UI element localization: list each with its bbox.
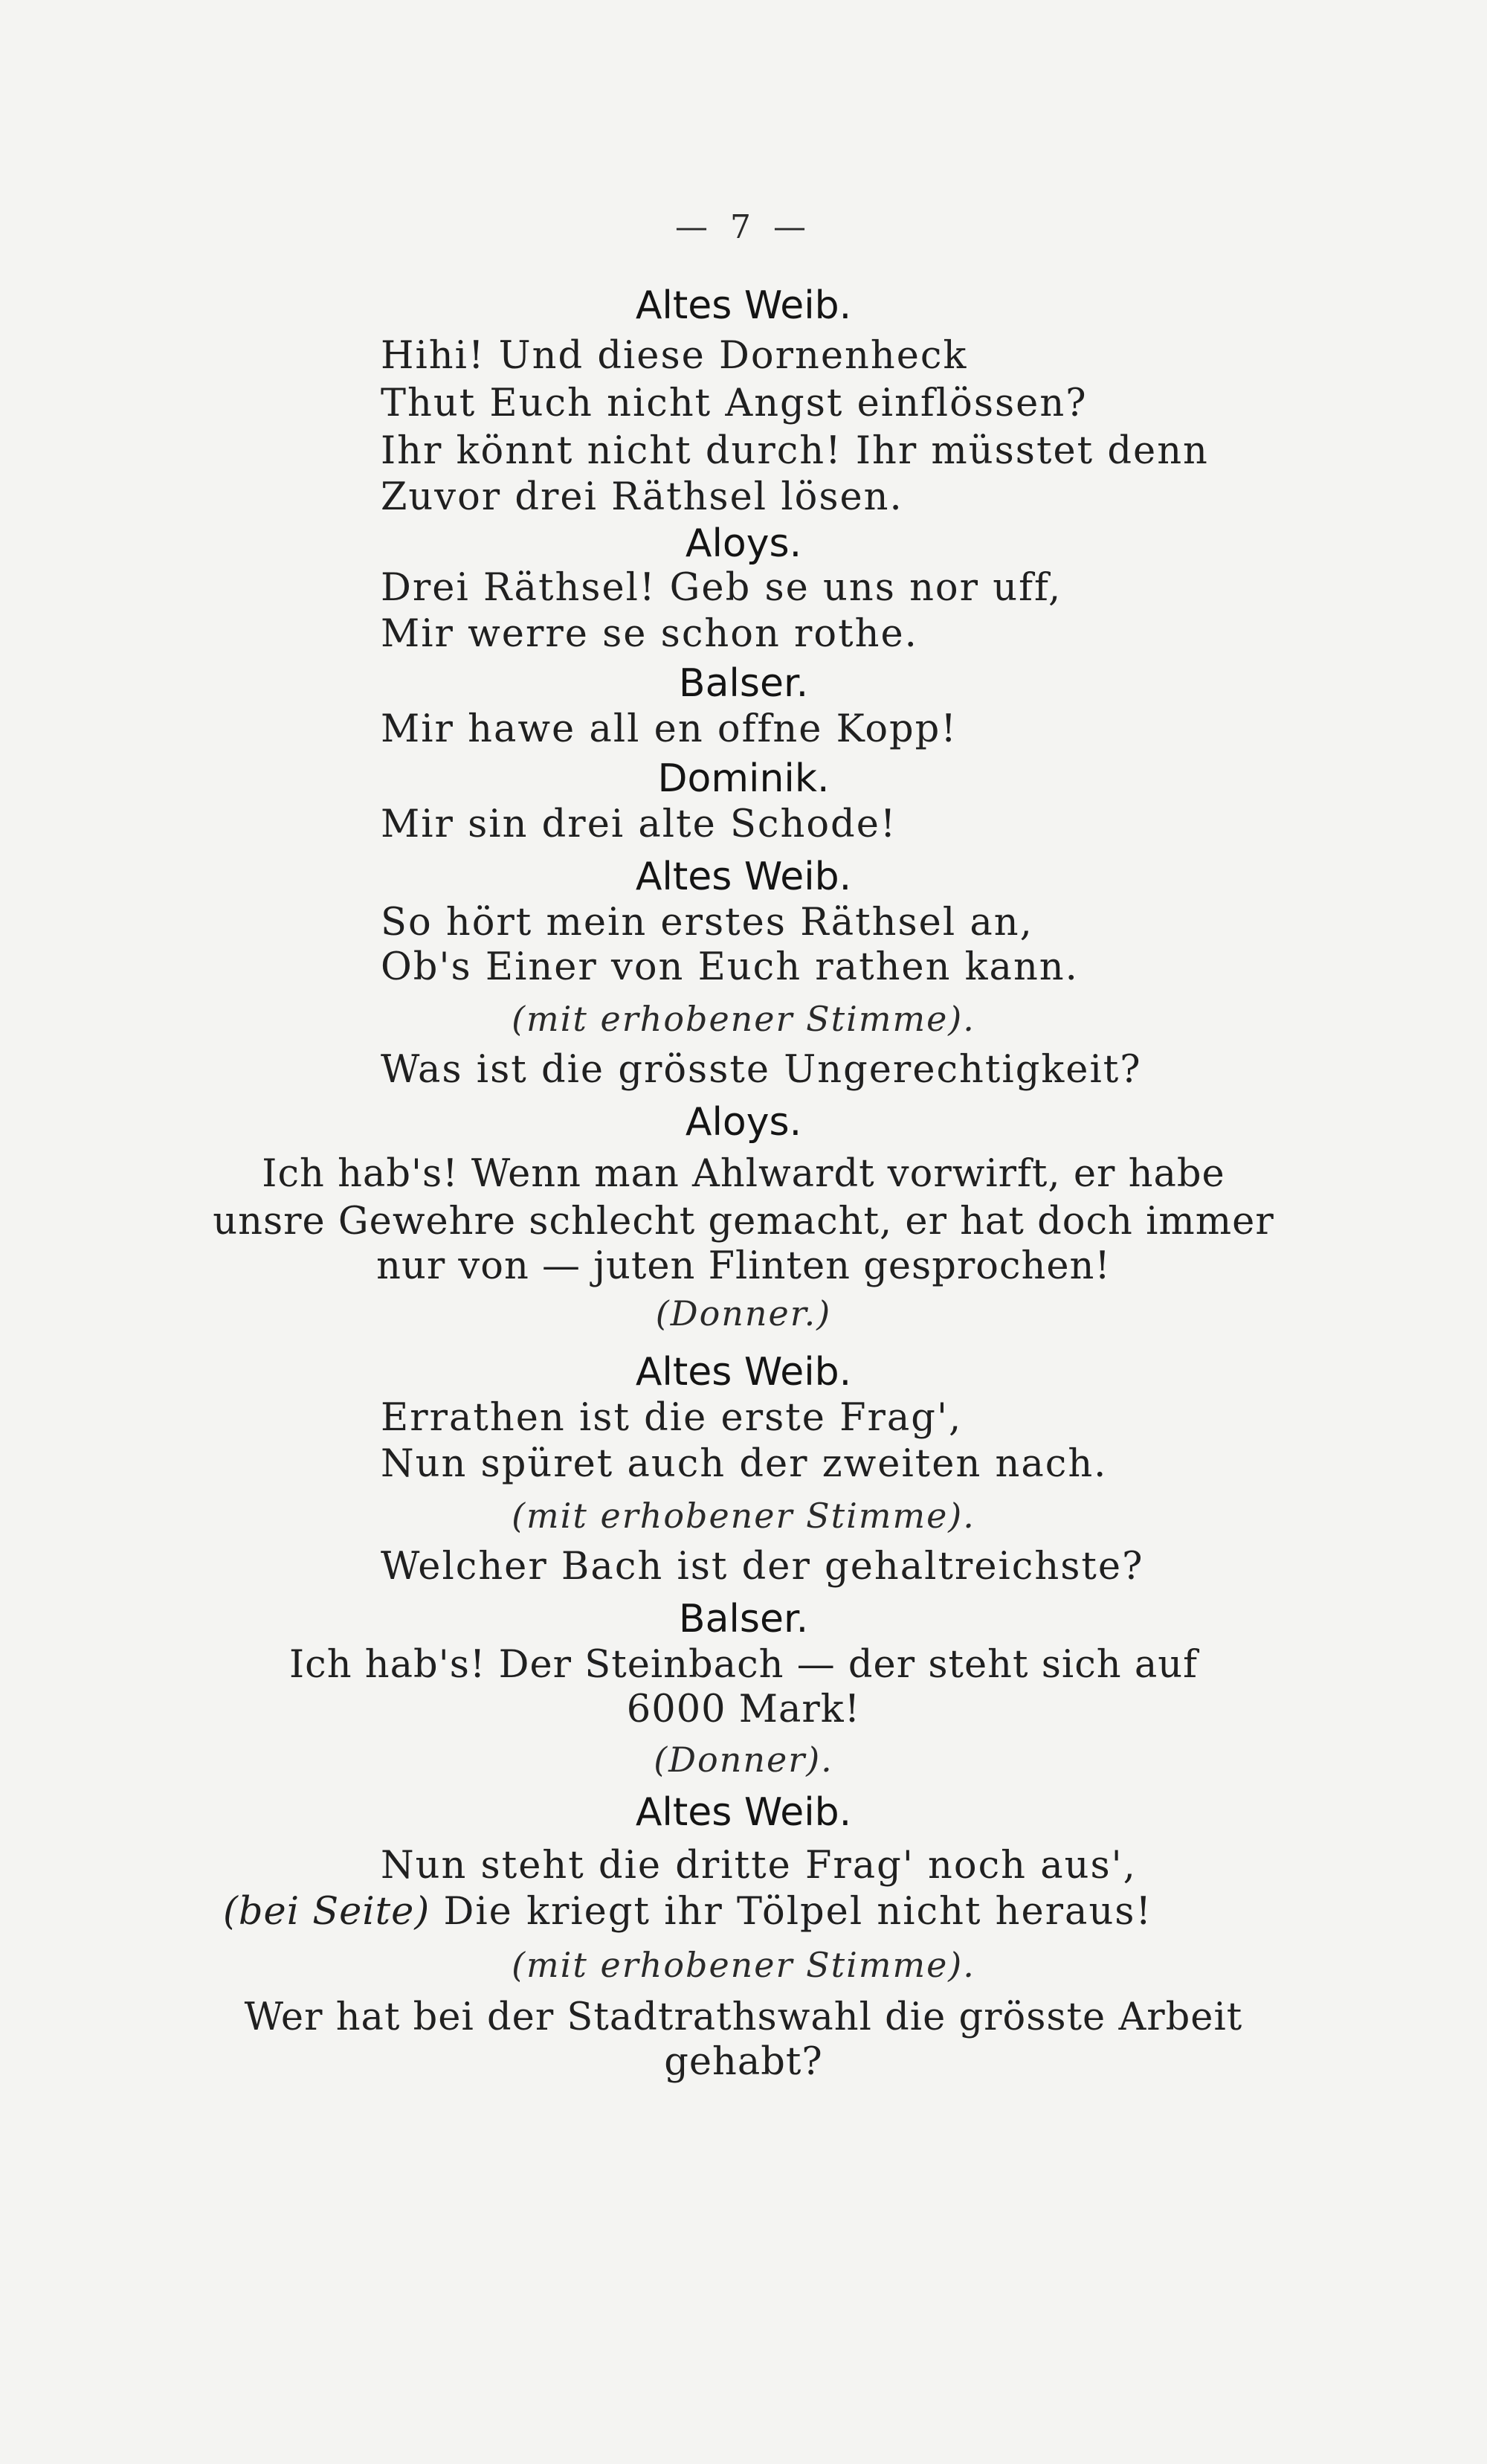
aside-text: Die kriegt ihr Tölpel nicht heraus! [443, 1890, 1152, 1934]
stage-direction: (mit erhobener Stimme). [512, 999, 975, 1039]
verse-line: Nun steht die dritte Frag' noch aus', [381, 1844, 1137, 1888]
prose-line: gehabt? [664, 2040, 823, 2084]
verse-line: Nun spüret auch der zweiten nach. [381, 1442, 1108, 1486]
verse-line-with-aside [223, 1889, 1152, 1935]
prose-line: 6000 Mark! [626, 1688, 861, 1731]
verse-line: Zuvor drei Räthsel lösen. [381, 475, 903, 519]
speaker-heading: Altes Weib. [635, 1350, 852, 1395]
prose-line: unsre Gewehre schlecht gemacht, er hat doch immer [213, 1200, 1274, 1244]
verse-line: Welcher Bach ist der gehaltreichste? [381, 1545, 1144, 1589]
speaker-heading: Dominik. [657, 756, 830, 801]
prose-line: nur von — juten Flinten gesprochen! [376, 1244, 1111, 1288]
speaker-heading: Balser. [678, 661, 809, 706]
stage-direction: (mit erhobener Stimme). [512, 1945, 975, 1985]
speaker-heading: Altes Weib. [635, 855, 852, 899]
verse-line: Ihr könnt nicht durch! Ihr müsstet denn [381, 429, 1209, 473]
prose-line: Wer hat bei der Stadtrathswahl die grösste Arbeit [244, 1995, 1243, 2039]
verse-line: Errathen ist die erste Frag', [381, 1396, 963, 1440]
speaker-heading: Altes Weib. [635, 283, 852, 328]
verse-line: Was ist die grösste Ungerechtigkeit? [381, 1048, 1142, 1092]
stage-direction: (Donner.) [655, 1293, 832, 1334]
prose-line: Ich hab's! Wenn man Ahlwardt vorwirft, er habe [262, 1152, 1225, 1196]
verse-line: Thut Euch nicht Angst einflössen? [381, 382, 1088, 425]
prose-line: Ich hab's! Der Steinbach — der steht sich auf [289, 1643, 1198, 1687]
speaker-heading: Aloys. [685, 521, 802, 566]
stage-direction: (Donner). [654, 1740, 833, 1780]
speaker-heading: Aloys. [685, 1100, 802, 1145]
verse-line: So hört mein erstes Räthsel an, [381, 901, 1033, 945]
stage-direction: (mit erhobener Stimme). [512, 1496, 975, 1536]
verse-line: Mir werre se schon rothe. [381, 612, 918, 656]
page-number: — 7 — [675, 208, 812, 246]
verse-line: Mir hawe all en offne Kopp! [381, 707, 958, 751]
verse-line: Hihi! Und diese Dornenheck [381, 334, 968, 378]
verse-line: Drei Räthsel! Geb se uns nor uff, [381, 566, 1062, 610]
verse-line: Ob's Einer von Euch rathen kann. [381, 945, 1079, 989]
speaker-heading: Altes Weib. [635, 1790, 852, 1835]
aside-direction: (bei Seite) [223, 1890, 430, 1934]
speaker-heading: Balser. [678, 1597, 809, 1641]
verse-line: Mir sin drei alte Schode! [381, 802, 897, 846]
